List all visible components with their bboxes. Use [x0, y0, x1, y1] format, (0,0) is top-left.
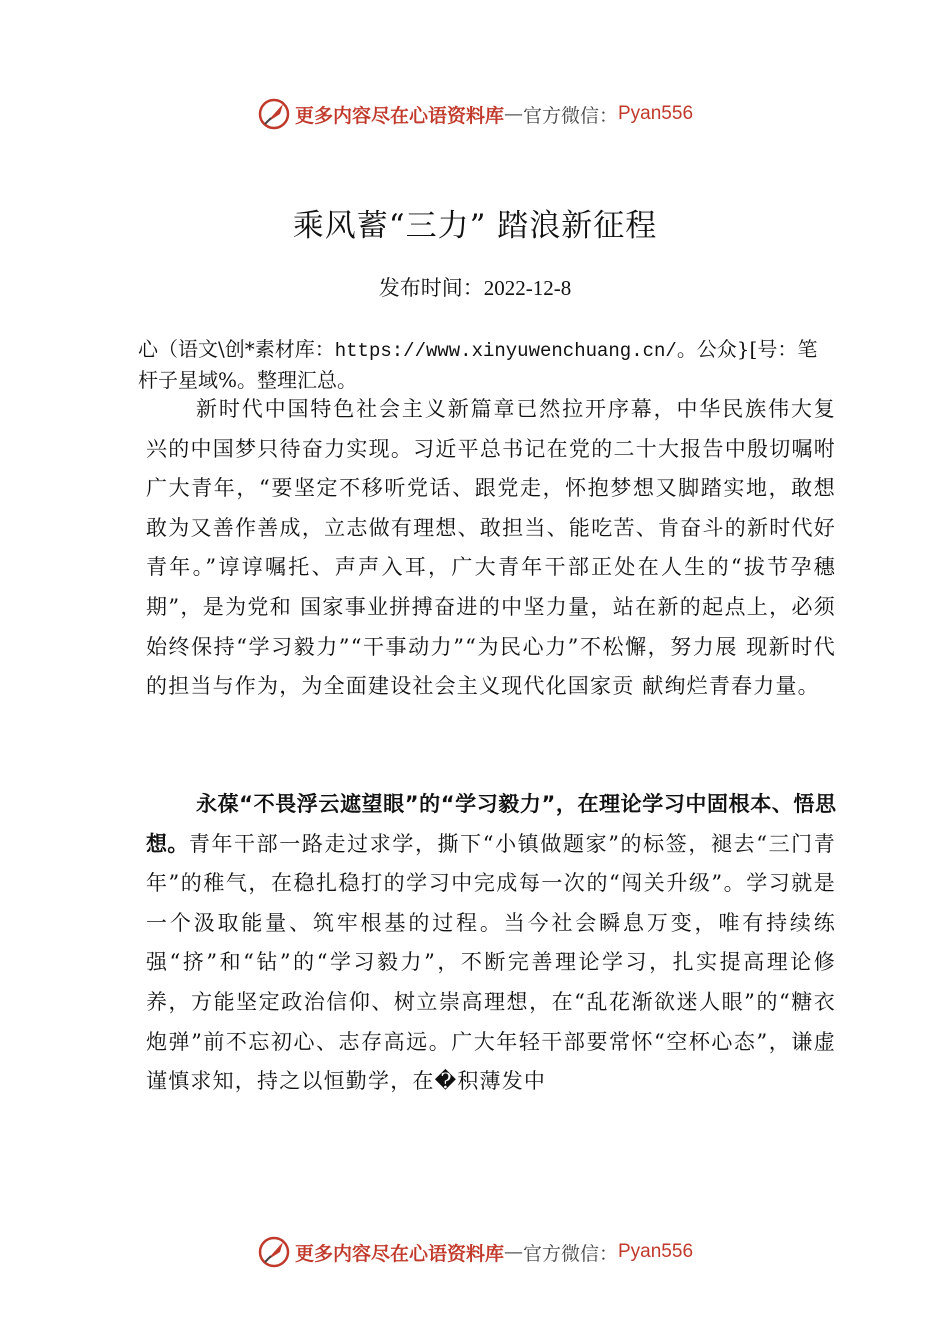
body-paragraph-2 [146, 785, 836, 1102]
banner-wechat-label: 官方微信： [522, 104, 618, 127]
source-note [138, 335, 828, 395]
banner-separator: — [503, 1241, 523, 1263]
article-title: 乘风蓄“三力” 踏浪新征程 [292, 208, 658, 244]
banner-separator: — [503, 103, 523, 125]
quill-logo-icon [257, 1235, 291, 1269]
quill-logo-icon [257, 97, 291, 131]
footer-watermark-banner [0, 1232, 950, 1272]
banner-site-text: 更多内容尽在心语资料库 [294, 1242, 504, 1265]
section-body: 青年干部一路走过求学，撕下“小镇做题家”的标签，褪去“三门青年”的稚气，在稳扎稳打的学习中完成每一次的“闯关升级”。学习就是一个汲取能量、筑牢根基的过程。当今社会瞬息万变，唯有持续练强“挤”和“钻”的“学习毅力”，不断完善理论学习，扎实提高理论修养，方能坚定政治信仰、树立崇高理想，在“乱花渐欲迷人眼”的“糖衣炮弹”前不忘初心、志存高远。广大年轻干部要常怀“空杯心态”，谦虚谨慎求知，持之以恒勤学，在�积薄发中 [146, 831, 836, 1094]
header-watermark-banner [0, 94, 950, 134]
banner-wechat-id: Pyan556 [618, 1241, 694, 1262]
section-heading: 永葆“不畏浮云遮望眼”的“学习毅力”，在理论学习中固根本、悟思想。 [146, 792, 836, 856]
source-suffix: 。公众}[号：笔杆子星域%。整理汇总。 [138, 337, 818, 392]
source-url: https://www.xinyuwenchuang.cn/ [334, 340, 677, 362]
publish-date [0, 272, 950, 302]
body-paragraph-1: 新时代中国特色社会主义新篇章已然拉开序幕，中华民族伟大复兴的中国梦只待奋力实现。习近平总书记在党的二十大报告中殷切嘱咐广大青年，“要坚定不移听党话、跟党走，怀抱梦想又脚踏实地，敢想敢为又善作善成，立志做有理想、敢担当、能吃苦、肯奋斗的新时代好青年。”谆谆嘱托、声声入耳，广大青年干部正处在人生的“拔节孕穗期”，是为党和 国家事业拼搏奋进的中坚力量，站在新的起点上，必须始终保持“学习毅力”“干事动力”“为民心力”不松懈，努力展 现新时代的担当与作为，为全面建设社会主义现代化国家贡 献绚烂青春力量。 [146, 397, 836, 699]
banner-wechat-label: 官方微信： [522, 1242, 618, 1265]
banner-wechat-id: Pyan556 [618, 103, 694, 124]
date-label: 发布时间： [378, 276, 484, 300]
source-prefix: 心（语文\创*素材库： [138, 337, 335, 361]
banner-site-text: 更多内容尽在心语资料库 [294, 104, 504, 127]
date-value: 2022-12-8 [483, 276, 572, 300]
